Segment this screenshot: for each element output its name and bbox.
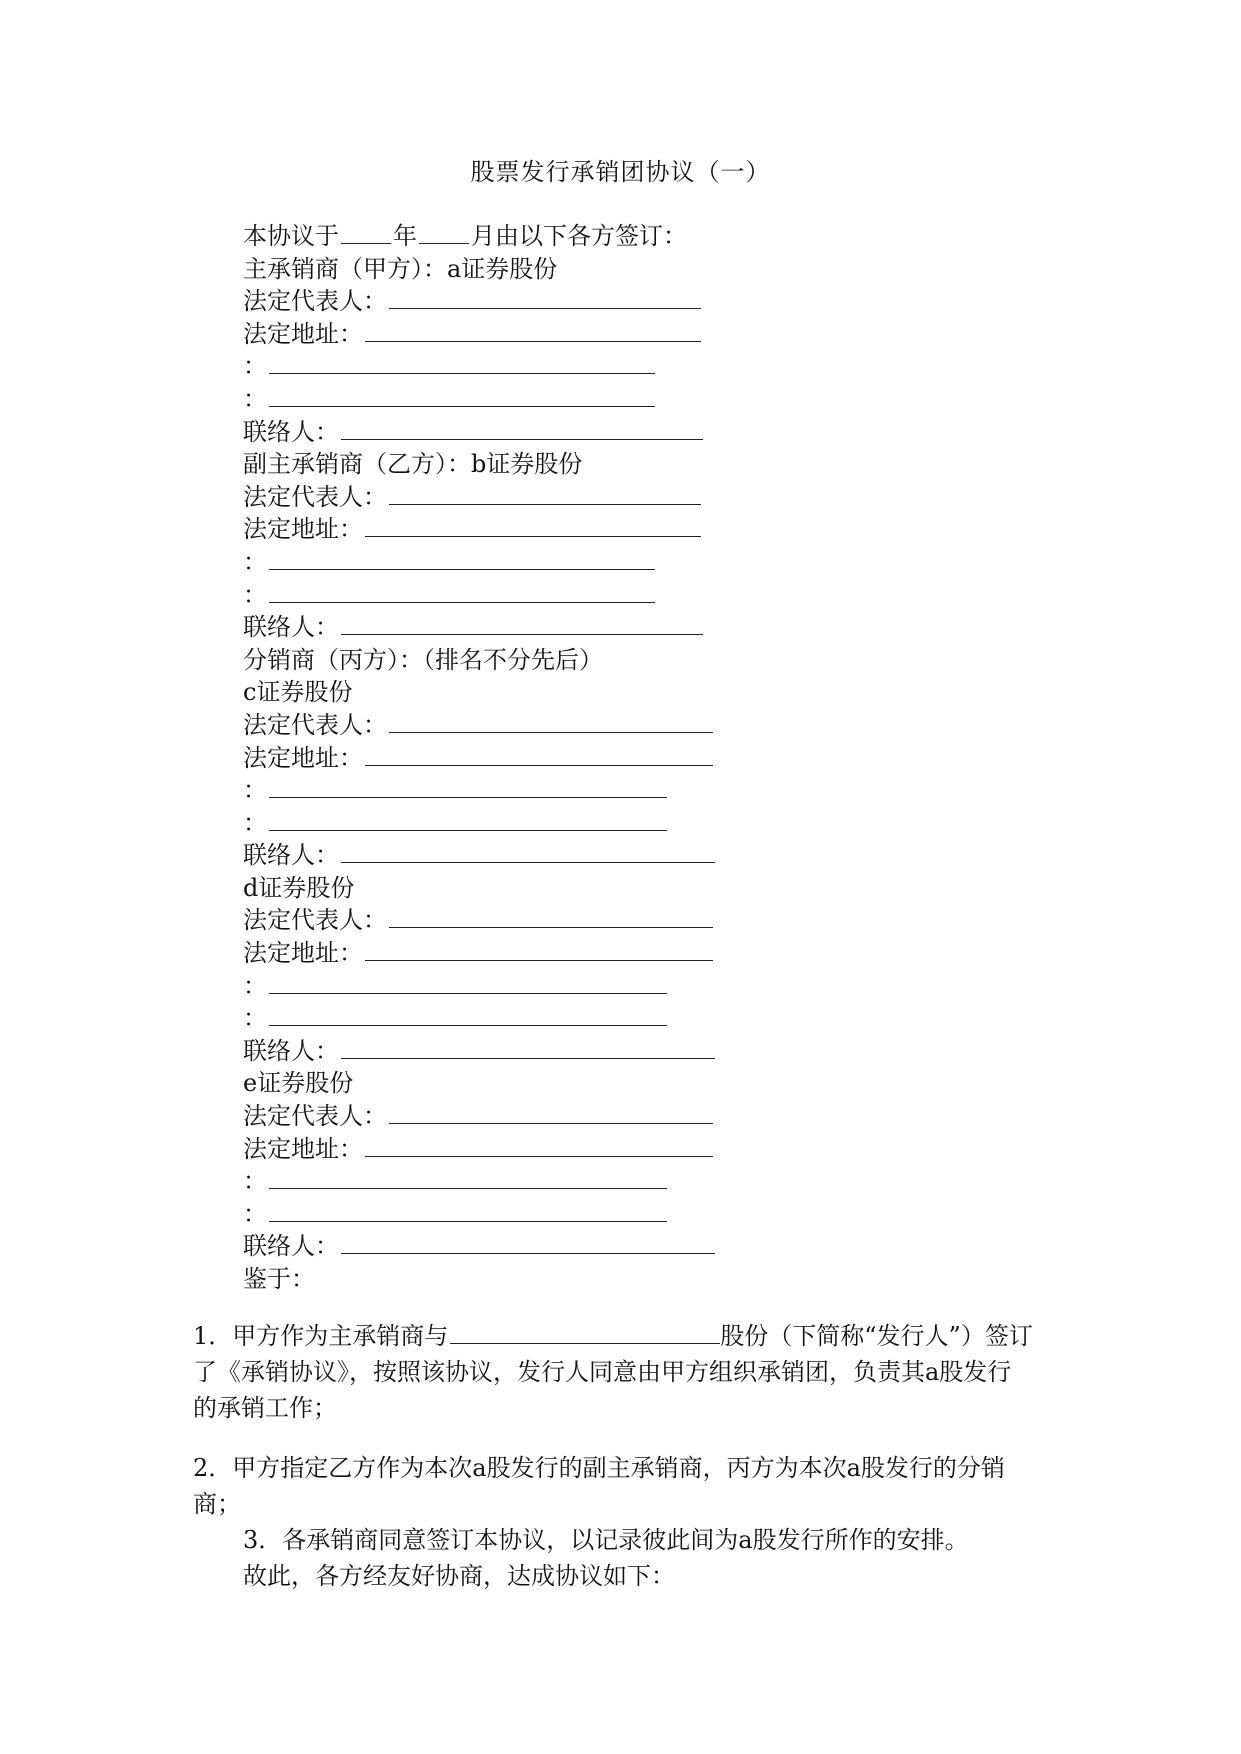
- party-b-rep-line: [243, 481, 803, 514]
- intro-line: [243, 220, 803, 253]
- party-a-contact-line: [243, 416, 803, 449]
- party-b-field1-line: [243, 546, 803, 579]
- field-blank: [269, 1166, 667, 1189]
- addr-label: 法定地址：: [243, 1134, 363, 1163]
- dist-e-field1-line: [243, 1165, 803, 1198]
- rep-label: 法定代表人：: [243, 710, 387, 739]
- addr-label: 法定地址：: [243, 743, 363, 772]
- addr-blank: [365, 1134, 713, 1157]
- dist-d-addr-line: [243, 937, 803, 970]
- party-b-heading: 副主承销商（乙方）：b证券股份: [243, 450, 583, 479]
- addr-label: 法定地址：: [243, 515, 363, 544]
- field-label: ：: [243, 580, 267, 609]
- party-a-addr-line: [243, 318, 803, 351]
- dist-d-contact-line: [243, 1035, 803, 1068]
- addr-label: 法定地址：: [243, 319, 363, 348]
- intro-year-label: 年: [393, 222, 417, 250]
- dist-e-rep-line: [243, 1100, 803, 1133]
- addr-label: 法定地址：: [243, 939, 363, 968]
- rep-blank: [389, 710, 713, 733]
- addr-blank: [365, 938, 713, 961]
- dist-c-name: c证券股份: [243, 678, 353, 707]
- contact-label: 联络人：: [243, 841, 339, 870]
- parties-block: [243, 220, 803, 1296]
- contact-label: 联络人：: [243, 417, 339, 446]
- whereas-label: 鉴于：: [243, 1265, 315, 1293]
- field-label: ：: [243, 971, 267, 1000]
- field-blank: [269, 580, 655, 603]
- addr-blank: [365, 743, 713, 766]
- dist-d-name: d证券股份: [243, 873, 355, 902]
- rep-blank: [389, 905, 713, 928]
- rep-label: 法定代表人：: [243, 1102, 387, 1131]
- field-blank: [269, 384, 655, 407]
- contact-label: 联络人：: [243, 613, 339, 642]
- contact-blank: [341, 1036, 715, 1059]
- closing-text: 故此，各方经友好协商，达成协议如下：: [243, 1562, 675, 1590]
- clause-1-text: [193, 1318, 1033, 1426]
- intro-prefix: 本协议于: [243, 222, 339, 250]
- document-title: 股票发行承销团协议（一）: [470, 158, 771, 186]
- rep-blank: [389, 482, 701, 505]
- dist-e-addr-line: [243, 1133, 803, 1166]
- contact-label: 联络人：: [243, 1232, 339, 1261]
- dist-e-contact-line: [243, 1230, 803, 1263]
- party-a-field2-line: [243, 383, 803, 416]
- party-a-rep-line: [243, 285, 803, 318]
- party-a-field1-line: [243, 350, 803, 383]
- field-blank: [269, 351, 655, 374]
- dist-d-rep-line: [243, 904, 803, 937]
- intro-month-suffix: 月由以下各方签订：: [471, 222, 687, 250]
- dist-c-rep-line: [243, 709, 803, 742]
- party-b-contact-line: [243, 611, 803, 644]
- addr-blank: [365, 514, 701, 537]
- contact-label: 联络人：: [243, 1036, 339, 1065]
- rep-blank: [389, 1101, 713, 1124]
- field-blank: [269, 547, 655, 570]
- rep-label: 法定代表人：: [243, 906, 387, 935]
- clause-1-rest: 订了《承销协议》，按照该协议，发行人同意由甲方组织承销团，负责其a股发行的承销工作；: [193, 1322, 1033, 1422]
- field-blank: [269, 1199, 667, 1222]
- year-blank: [341, 221, 391, 244]
- party-a-heading: 主承销商（甲方）：a证券股份: [243, 254, 558, 283]
- contact-blank: [341, 417, 703, 440]
- dist-d-field2-line: [243, 1002, 803, 1035]
- field-blank: [269, 808, 667, 831]
- field-label: ：: [243, 384, 267, 413]
- dist-e-field2-line: [243, 1198, 803, 1231]
- party-b-addr-line: [243, 513, 803, 546]
- dist-c-contact-line: [243, 839, 803, 872]
- closing-block: [193, 1522, 1033, 1594]
- rep-blank: [389, 286, 701, 309]
- field-label: ：: [243, 547, 267, 576]
- dist-c-addr-line: [243, 742, 803, 775]
- dist-e-name: e证券股份: [243, 1069, 354, 1098]
- field-blank: [269, 775, 667, 798]
- field-label: ：: [243, 1199, 267, 1228]
- contact-blank: [341, 612, 703, 635]
- rep-label: 法定代表人：: [243, 287, 387, 316]
- rep-label: 法定代表人：: [243, 482, 387, 511]
- party-b-field2-line: [243, 579, 803, 612]
- dist-c-field1-line: [243, 774, 803, 807]
- clause-1: [193, 1318, 1033, 1426]
- clause-2: [193, 1450, 1033, 1522]
- field-label: ：: [243, 1004, 267, 1033]
- field-blank: [269, 1003, 667, 1026]
- issuer-blank: [450, 1321, 720, 1344]
- contact-blank: [341, 1231, 715, 1254]
- clause-2-text: 2．甲方指定乙方作为本次a股发行的副主承销商，丙方为本次a股发行的分销商；: [193, 1454, 1005, 1518]
- contact-blank: [341, 840, 715, 863]
- addr-blank: [365, 319, 701, 342]
- field-label: ：: [243, 1167, 267, 1196]
- field-label: ：: [243, 808, 267, 837]
- clause-1-suffix: 股份（下简称“发行人”）签: [720, 1322, 1009, 1350]
- month-blank: [419, 221, 469, 244]
- dist-d-field1-line: [243, 970, 803, 1003]
- clause-3-text: 3．各承销商同意签订本协议，以记录彼此间为a股发行所作的安排。: [243, 1526, 969, 1554]
- party-c-heading: 分销商（丙方）：（排名不分先后）: [243, 645, 603, 674]
- field-label: ：: [243, 776, 267, 805]
- field-blank: [269, 971, 667, 994]
- clause-1-prefix: 1．甲方作为主承销商与: [193, 1322, 449, 1350]
- dist-c-field2-line: [243, 807, 803, 840]
- field-label: ：: [243, 352, 267, 381]
